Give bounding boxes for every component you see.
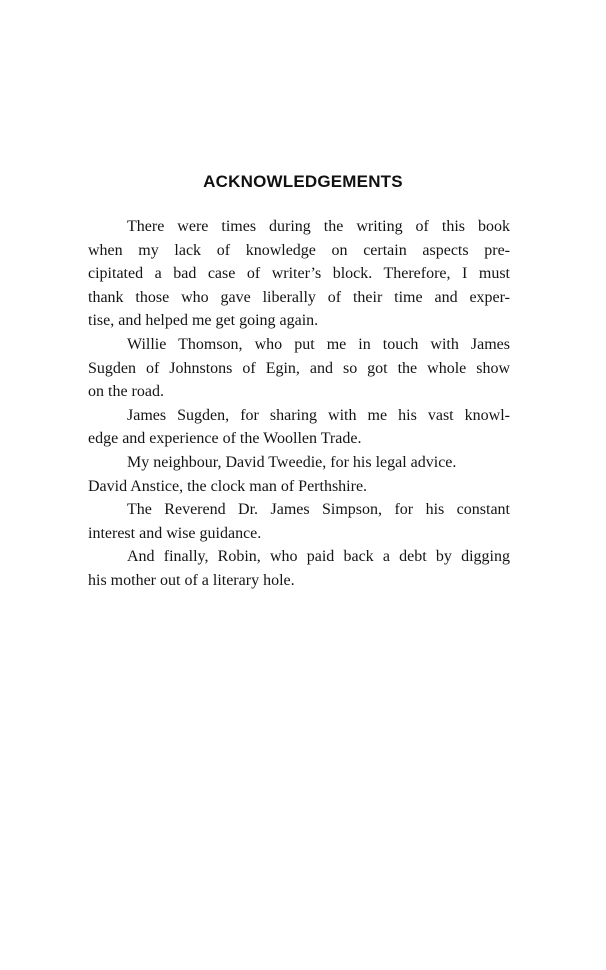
text-line: on the road. xyxy=(88,383,164,401)
text-line: Sugden of Johnstons of Egin, and so got the whole show xyxy=(88,359,510,377)
text-line: Willie Thomson, who put me in touch with James xyxy=(127,335,510,353)
text-line: The Reverend Dr. James Simpson, for his constant xyxy=(127,501,510,519)
text-line: David Anstice, the clock man of Perthshire. xyxy=(88,477,368,495)
text-line: My neighbour, David Tweedie, for his legal advice. xyxy=(127,453,457,471)
text-line: interest and wise guidance. xyxy=(88,524,262,542)
text-line: edge and experience of the Woollen Trade. xyxy=(88,430,362,448)
text-line: cipitated a bad case of writer’s block. Therefore, I must xyxy=(88,265,510,283)
text-line: tise, and helped me get going again. xyxy=(88,312,319,330)
text-line: There were times during the writing of this book xyxy=(127,218,510,235)
acknowledgements-body xyxy=(88,215,510,593)
page-title: ACKNOWLEDGEMENTS xyxy=(203,172,403,191)
text-line: when my lack of knowledge on certain aspects pre- xyxy=(88,241,510,259)
text-line: James Sugden, for sharing with me his vast knowl- xyxy=(127,406,510,424)
text-line: And finally, Robin, who paid back a debt by digging xyxy=(127,548,510,566)
text-line: his mother out of a literary hole. xyxy=(88,571,295,589)
text-line: thank those who gave liberally of their time and exper- xyxy=(88,288,510,306)
